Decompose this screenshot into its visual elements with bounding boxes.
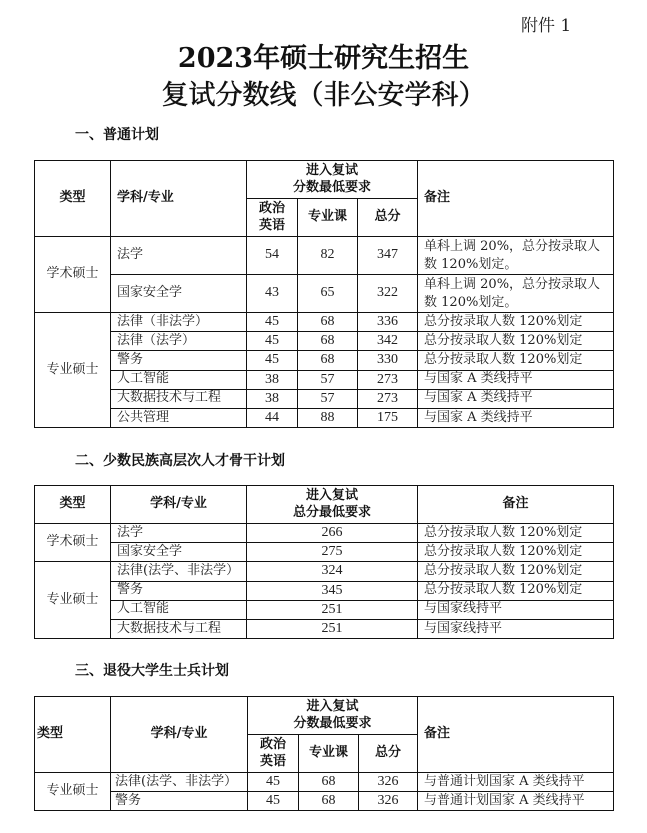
header-politics: 政治	[259, 736, 286, 752]
type-cell: 专业硕士	[35, 773, 111, 811]
table-veteran-plan	[34, 696, 614, 811]
table-minority-plan	[34, 485, 614, 639]
politics-english-cell: 54	[247, 237, 298, 275]
note-cell: 与国家线持平	[418, 600, 614, 619]
note-cell: 总分按录取人数 120%划定	[418, 351, 614, 370]
major-cell: 68	[299, 773, 359, 792]
type-cell: 专业硕士	[35, 313, 111, 428]
table-row	[35, 581, 614, 600]
header-type: 类型	[35, 161, 111, 237]
type-cell: 学术硕士	[35, 524, 111, 562]
header-politics-english	[247, 199, 298, 237]
subject-cell: 警务	[111, 581, 247, 600]
header-english: 英语	[258, 217, 285, 233]
subject-cell: 人工智能	[111, 600, 247, 619]
header-note: 备注	[418, 486, 614, 524]
header-subject: 学科/专业	[111, 697, 248, 773]
total-cell: 330	[358, 351, 418, 370]
header-group-line-1: 进入复试	[305, 487, 358, 503]
total-cell: 324	[247, 562, 418, 581]
total-cell: 342	[358, 332, 418, 351]
header-politics-english	[248, 735, 299, 773]
section-heading-veteran-plan: 三、退役大学生士兵计划	[75, 663, 229, 679]
major-cell: 68	[298, 351, 358, 370]
table-row	[35, 389, 614, 408]
subject-cell: 法律(法学、非法学）	[111, 562, 247, 581]
major-cell: 88	[298, 408, 358, 427]
note-cell: 总分按录取人数 120%划定	[418, 581, 614, 600]
total-cell: 273	[358, 389, 418, 408]
subject-cell: 法律（非法学）	[111, 313, 247, 332]
total-cell: 251	[247, 600, 418, 619]
subject-cell: 法学	[111, 524, 247, 543]
header-group-line-1: 进入复试	[306, 162, 359, 178]
type-cell: 专业硕士	[35, 562, 111, 639]
header-group-line-2: 分数最低要求	[293, 179, 372, 195]
note-cell: 总分按录取人数 120%划定	[418, 524, 614, 543]
total-cell: 175	[358, 408, 418, 427]
total-cell: 273	[358, 370, 418, 389]
attachment-label: 附件 1	[521, 16, 572, 36]
header-politics: 政治	[258, 200, 285, 216]
subject-cell: 警务	[111, 351, 247, 370]
politics-english-cell: 45	[247, 313, 298, 332]
header-major: 专业课	[299, 735, 359, 773]
header-subject: 学科/专业	[111, 486, 247, 524]
note-cell: 单科上调 20%，总分按录取人数 120%划定。	[418, 237, 614, 275]
major-cell: 68	[298, 332, 358, 351]
note-cell: 与国家线持平	[418, 619, 614, 638]
header-total: 总分	[359, 735, 418, 773]
major-cell: 68	[298, 313, 358, 332]
note-cell: 总分按录取人数 120%划定	[418, 332, 614, 351]
total-cell: 336	[358, 313, 418, 332]
politics-english-cell: 44	[247, 408, 298, 427]
header-min-score-group	[248, 697, 418, 735]
note-cell: 与国家 A 类线持平	[418, 370, 614, 389]
table-row	[35, 773, 614, 792]
total-cell: 345	[247, 581, 418, 600]
politics-english-cell: 38	[247, 389, 298, 408]
header-min-score-group	[247, 161, 418, 199]
politics-english-cell: 45	[247, 351, 298, 370]
note-cell: 总分按录取人数 120%划定	[418, 562, 614, 581]
section-heading-minority-plan: 二、少数民族高层次人才骨干计划	[75, 453, 285, 469]
header-type: 类型	[35, 697, 111, 773]
header-note: 备注	[418, 161, 614, 237]
major-cell: 68	[299, 792, 359, 811]
header-total: 总分	[358, 199, 418, 237]
total-cell: 326	[359, 773, 418, 792]
total-cell: 326	[359, 792, 418, 811]
politics-english-cell: 45	[248, 773, 299, 792]
subject-cell: 国家安全学	[111, 275, 247, 313]
note-cell: 总分按录取人数 120%划定	[418, 313, 614, 332]
table-row	[35, 408, 614, 427]
note-cell: 与国家 A 类线持平	[418, 389, 614, 408]
header-note: 备注	[418, 697, 614, 773]
subject-cell: 大数据技术与工程	[111, 619, 247, 638]
total-cell: 251	[247, 619, 418, 638]
header-min-total-score	[247, 486, 418, 524]
politics-english-cell: 45	[248, 792, 299, 811]
note-cell: 与普通计划国家 A 类线持平	[418, 792, 614, 811]
note-cell: 与普通计划国家 A 类线持平	[418, 773, 614, 792]
major-cell: 82	[298, 237, 358, 275]
header-subject: 学科/专业	[111, 161, 247, 237]
total-cell: 347	[358, 237, 418, 275]
subject-cell: 公共管理	[111, 408, 247, 427]
note-cell: 单科上调 20%，总分按录取人数 120%划定。	[418, 275, 614, 313]
politics-english-cell: 38	[247, 370, 298, 389]
table-row	[35, 619, 614, 638]
table-row	[35, 600, 614, 619]
politics-english-cell: 43	[247, 275, 298, 313]
subject-cell: 人工智能	[111, 370, 247, 389]
total-cell: 275	[247, 543, 418, 562]
header-group-line-2: 分数最低要求	[293, 715, 372, 731]
table-row	[35, 562, 614, 581]
major-cell: 65	[298, 275, 358, 313]
politics-english-cell: 45	[247, 332, 298, 351]
major-cell: 57	[298, 370, 358, 389]
table-row	[35, 370, 614, 389]
table-row	[35, 524, 614, 543]
table-row	[35, 543, 614, 562]
page-title-line-2: 复试分数线（非公安学科）	[161, 80, 486, 111]
table-general-plan	[34, 160, 614, 428]
table-row	[35, 351, 614, 370]
subject-cell: 法学	[111, 237, 247, 275]
table-row	[35, 275, 614, 313]
subject-cell: 国家安全学	[111, 543, 247, 562]
total-cell: 266	[247, 524, 418, 543]
table-row	[35, 313, 614, 332]
note-cell: 与国家 A 类线持平	[418, 408, 614, 427]
header-english: 英语	[259, 753, 286, 769]
header-type: 类型	[35, 486, 111, 524]
major-cell: 57	[298, 389, 358, 408]
subject-cell: 法律(法学、非法学）	[111, 773, 248, 792]
header-major: 专业课	[298, 199, 358, 237]
page-title-line-1: 2023年硕士研究生招生	[177, 43, 470, 74]
subject-cell: 法律（法学）	[111, 332, 247, 351]
subject-cell: 大数据技术与工程	[111, 389, 247, 408]
table-row	[35, 332, 614, 351]
type-cell: 学术硕士	[35, 237, 111, 313]
section-heading-general-plan: 一、普通计划	[75, 127, 159, 143]
header-group-line-1: 进入复试	[306, 698, 359, 714]
header-group-line-2: 总分最低要求	[292, 504, 371, 520]
table-row	[35, 237, 614, 275]
table-row	[35, 792, 614, 811]
note-cell: 总分按录取人数 120%划定	[418, 543, 614, 562]
total-cell: 322	[358, 275, 418, 313]
subject-cell: 警务	[111, 792, 248, 811]
